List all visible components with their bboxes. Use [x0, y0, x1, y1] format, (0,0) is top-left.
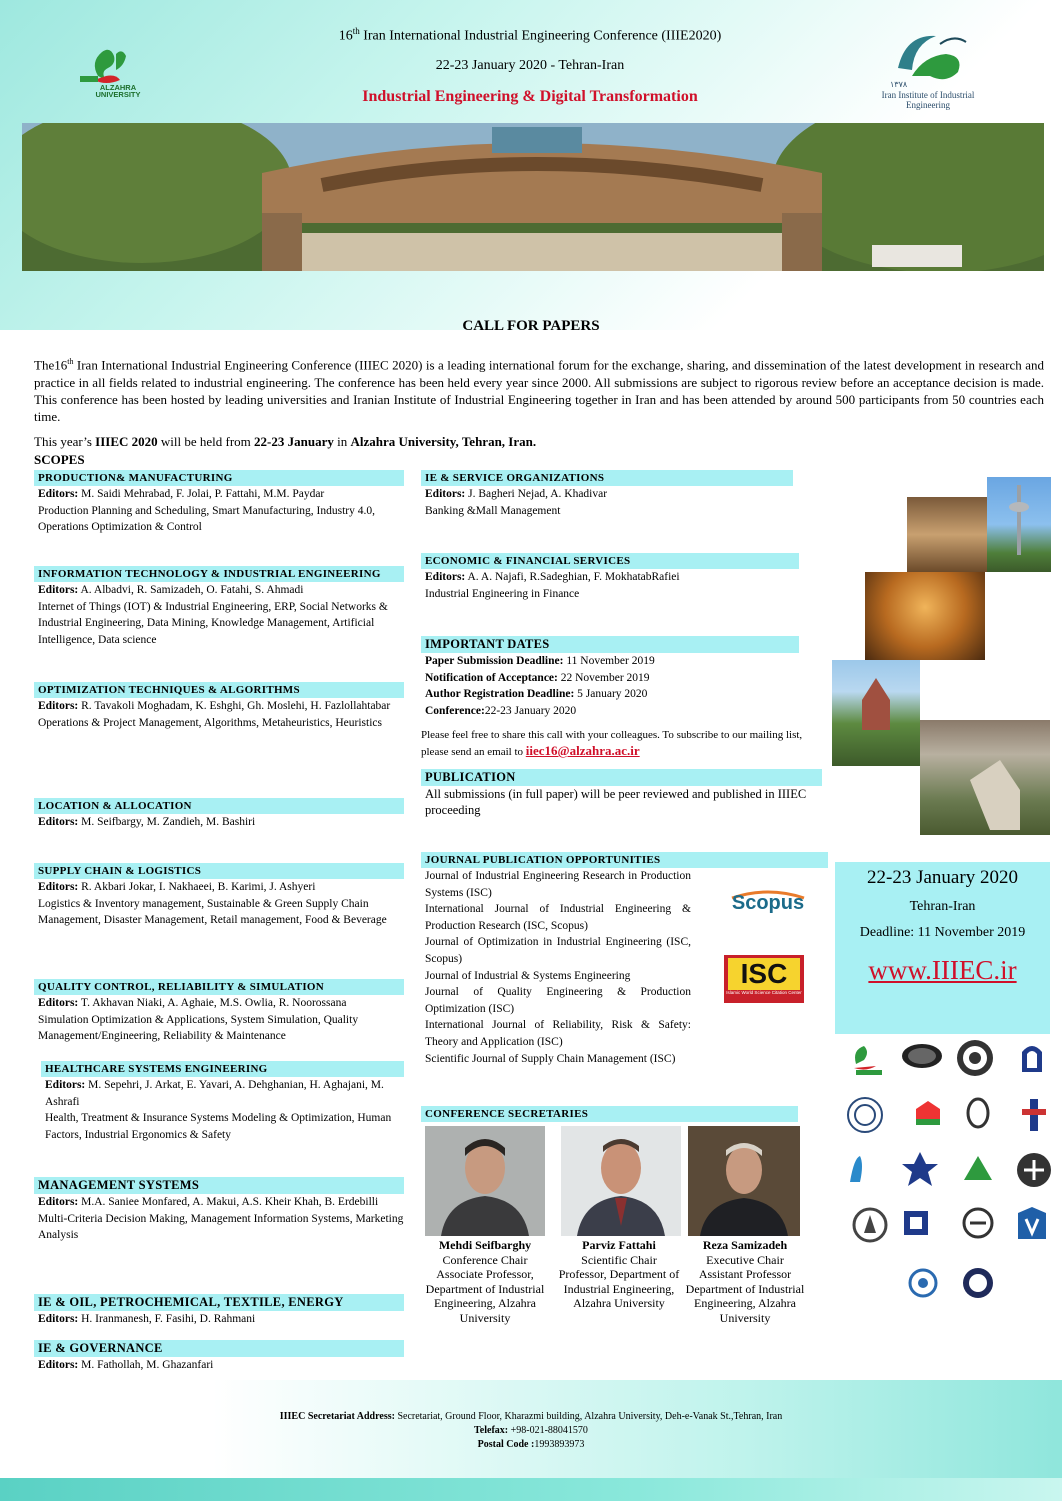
- scope-management-systems: MANAGEMENT SYSTEMS Editors: M.A. Saniee Monfared, A. Makui, A.S. Kheir Khah, B. Erdebilli Multi-Criteria Decision Making, Management Information Systems, Marketing Analysis: [34, 1177, 404, 1244]
- person-portrait-icon: [425, 1126, 545, 1236]
- journal-item: Journal of Industrial Engineering Research in Production Systems (ISC): [425, 870, 691, 899]
- kharazmi-university-logo: [845, 1095, 885, 1135]
- scope-title: IE & OIL, PETROCHEMICAL, TEXTILE, ENERGY: [34, 1294, 404, 1311]
- yazd-university-logo: [958, 1095, 998, 1135]
- journal-item: International Journal of Reliability, Risk & Safety: Theory and Application (ISC): [425, 1019, 691, 1048]
- journal-list: [425, 868, 691, 1067]
- scope-title: ECONOMIC & FINANCIAL SERVICES: [421, 553, 799, 569]
- birjand-university-logo: [850, 1205, 890, 1245]
- scope-title: MANAGEMENT SYSTEMS: [34, 1177, 404, 1194]
- shahed-university-logo: [908, 1095, 948, 1135]
- iust-logo: [1014, 1095, 1054, 1135]
- scope-title: PRODUCTION& MANUFACTURING: [34, 470, 404, 486]
- deadline-box: [835, 862, 1050, 1034]
- scope-oil-petrochemical: IE & OIL, PETROCHEMICAL, TEXTILE, ENERGY Editors: H. Iranmanesh, F. Fasihi, D. Rahmani: [34, 1294, 404, 1328]
- journal-item: Journal of Industrial & Systems Engineering: [425, 969, 631, 982]
- scope-service-organizations: IE & SERVICE ORGANIZATIONS Editors: J. Bagheri Nejad, A. Khadivar Banking &Mall Management: [421, 470, 793, 519]
- khaje-nasir-logo: [900, 1150, 940, 1190]
- scope-title: IE & GOVERNANCE: [34, 1340, 404, 1357]
- journal-opportunities-title: JOURNAL PUBLICATION OPPORTUNITIES: [421, 852, 828, 868]
- scope-healthcare: HEALTHCARE SYSTEMS ENGINEERING Editors: M. Sepehri, J. Arkat, E. Yavari, A. Dehghanian, H. Aghajani, M. Ashrafi Health, Treatment & Insurance Systems Modeling & Optimization, Human Factors, Industrial Ergonomics & Safety: [41, 1061, 404, 1143]
- secretary-caption-2: Parviz Fattahi Scientific Chair Professor, Department of Industrial Engineering, Alzahra University: [558, 1238, 680, 1311]
- photo-campus-gate: [920, 720, 1050, 835]
- university-of-science-logo: [903, 1265, 943, 1305]
- scopes-heading: SCOPES: [34, 452, 85, 467]
- scope-governance: IE & GOVERNANCE Editors: M. Fathollah, M. Ghazanfari: [34, 1340, 404, 1374]
- journal-item: Journal of Optimization in Industrial Engineering (ISC, Scopus): [425, 936, 691, 965]
- scope-optimization: OPTIMIZATION TECHNIQUES & ALGORITHMS Editors: R. Tavakoli Moghadam, K. Eshghi, Gh. Moslehi, H. Fazlollahtabar Operations & Project Management, Algorithms, Metaheuristics, Heuristics: [34, 682, 404, 731]
- scope-production: PRODUCTION& MANUFACTURING Editors: M. Saidi Mehrabad, F. Jolai, P. Fattahi, M.M. Paydar Production Planning and Scheduling, Smart Manufacturing, Industry 4.0, Operations Optimization & Control: [34, 470, 404, 536]
- footer-address: IIIEC Secretariat Address: Secretariat, Ground Floor, Kharazmi building, Alzahra University, Deh-e-Vanak St.,Tehran, Iran: [279, 1411, 783, 1422]
- conference-dates: 22-23 January 2020 - Tehran-Iran: [435, 58, 625, 73]
- conference-secretaries: [421, 1106, 798, 1122]
- journal-opportunities: [421, 852, 828, 868]
- building-icon: [832, 660, 920, 766]
- journal-item: Journal of Quality Engineering & Production Optimization (ISC): [425, 986, 691, 1015]
- mailing-list-note: Please feel free to share this call with your colleagues. To subscribe to our mailing list, please send an email to iiec16@alzahra.ac.ir: [421, 729, 803, 758]
- iiie-logo-text: ۱۳۷۸ Iran Institute of Industrial Engineering: [881, 80, 975, 110]
- important-dates: IMPORTANT DATES Paper Submission Deadline: 11 November 2019 Notification of Acceptance: 22 November 2019 Author Registration Deadline: 5 January 2020 Conference:22-23 January 2020: [421, 636, 799, 719]
- deadline-box-date: 22-23 January 2020: [867, 867, 1018, 888]
- bahonar-university-logo: [840, 1152, 880, 1192]
- gate-illustration: [22, 123, 1044, 271]
- deadline-box-deadline: Deadline: 11 November 2019: [859, 925, 1026, 940]
- photo-milad-tower: [987, 477, 1051, 572]
- tower-icon: [987, 477, 1051, 572]
- scope-title: LOCATION & ALLOCATION: [34, 798, 404, 814]
- person-portrait-icon: [688, 1126, 800, 1236]
- sharif-university-logo: [955, 1038, 995, 1078]
- photo-mehdi-seifbarghy: [425, 1126, 545, 1236]
- scope-title: SUPPLY CHAIN & LOGISTICS: [34, 863, 404, 879]
- scope-supply-chain: SUPPLY CHAIN & LOGISTICS Editors: R. Akbari Jokar, I. Nakhaeei, B. Karimi, J. Ashyeri Logistics & Inventory management, Sustainable & Green Supply Chain Management, Disaster Management, Retail management, Food & Beverage: [34, 863, 404, 929]
- photo-parviz-fattahi: [561, 1126, 681, 1236]
- secretary-caption-3: Reza Samizadeh Executive Chair Assistant Professor Department of Industrial Engineering, Alzahra University: [685, 1238, 805, 1325]
- scope-title: INFORMATION TECHNOLOGY & INDUSTRIAL ENGINEERING: [34, 566, 404, 582]
- photo-conference-hall: [865, 572, 985, 660]
- isc-logo: ISC Islamic World Science Citation Center: [724, 955, 804, 1003]
- tehran-university-logo: [900, 1040, 944, 1080]
- secretary-caption-1: Mehdi Seifbarghy Conference Chair Associate Professor, Department of Industrial Engineering, Alzahra University: [425, 1238, 545, 1325]
- important-dates-title: IMPORTANT DATES: [421, 636, 799, 653]
- scope-title: QUALITY CONTROL, RELIABILITY & SIMULATION: [34, 979, 404, 995]
- photo-auditorium: [907, 497, 987, 572]
- website-link[interactable]: www.IIIEC.ir: [868, 955, 1017, 985]
- bojnord-university-logo: [958, 1205, 998, 1245]
- intro-paragraph: The16th Iran International Industrial Engineering Conference (IIIEC 2020) is a leading international forum for the exchange, sharing, and dissemination of the latest development in research and practice in all fields related to industrial engineering. The conference has been held every year since 2000. All submissions are subject to rigorous review before an acceptance decision is made. This conference has been hosted by leading universities and Iranian Institute of Industrial Engineering together in Iran and has been attended by around 500 participants from 50 countries each time.: [34, 357, 1044, 424]
- footer-postal-code: Postal Code :1993893973: [477, 1439, 585, 1450]
- journal-item: International Journal of Industrial Engineering & Production Research (ISC, Scopus): [425, 903, 691, 932]
- call-for-papers-heading: CALL FOR PAPERS: [462, 318, 600, 334]
- conference-title: 16th Iran International Industrial Engineering Conference (IIIE2020): [338, 26, 722, 44]
- scope-economic-financial: ECONOMIC & FINANCIAL SERVICES Editors: A. A. Najafi, R.Sadeghian, F. MokhatabRafiei Industrial Engineering in Finance: [421, 553, 799, 602]
- journal-item: Scientific Journal of Supply Chain Management (ISC): [425, 1052, 676, 1065]
- publication: PUBLICATION All submissions (in full paper) will be peer reviewed and published in IIIEC proceeding: [421, 769, 822, 818]
- publication-title: PUBLICATION: [421, 769, 822, 786]
- kharazmi-blue-logo: [896, 1205, 936, 1245]
- shahid-rajaee-logo: [1014, 1150, 1054, 1190]
- alzahra-partner-logo: [848, 1040, 888, 1080]
- photo-reza-samizadeh: [688, 1126, 800, 1236]
- scope-title: HEALTHCARE SYSTEMS ENGINEERING: [41, 1061, 404, 1077]
- deadline-box-place: Tehran-Iran: [909, 899, 976, 914]
- semnan-university-logo: [958, 1150, 998, 1190]
- scope-quality-control: QUALITY CONTROL, RELIABILITY & SIMULATION Editors: T. Akhavan Niaki, A. Aghaie, M.S. Owlia, R. Noorossana Simulation Optimization & Applications, System Simulation, Quality Management/Engineering, Reliability & Maintenance: [34, 979, 404, 1045]
- gate-icon: [920, 720, 1050, 835]
- contact-email-link[interactable]: iiec16@alzahra.ac.ir: [525, 743, 640, 758]
- conference-year-statement: This year’s IIIEC 2020 will be held from 22-23 January in Alzahra University, Tehran, Iran.: [34, 434, 537, 449]
- footer-telefax: Telefax: +98-021-88041570: [474, 1425, 588, 1436]
- scope-title: IE & SERVICE ORGANIZATIONS: [421, 470, 793, 486]
- scope-title: OPTIMIZATION TECHNIQUES & ALGORITHMS: [34, 682, 404, 698]
- alzahra-logo-text: ALZAHRA UNIVERSITY: [95, 83, 141, 99]
- person-portrait-icon: [561, 1126, 681, 1236]
- scope-location-allocation: LOCATION & ALLOCATION Editors: M. Seifbargy, M. Zandieh, M. Bashiri: [34, 798, 404, 831]
- tabriz-university-logo: [1012, 1203, 1052, 1243]
- footer: [0, 1410, 1062, 1452]
- scope-information-technology: INFORMATION TECHNOLOGY & INDUSTRIAL ENGINEERING Editors: A. Albadvi, R. Samizadeh, O. Fatahi, S. Ahmadi Internet of Things (IOT) & Industrial Engineering, ERP, Social Networks & Industrial Engineering, Data Mining, Knowledge Management, Artificial Intelligence, Data science: [34, 566, 404, 648]
- isfahan-university-logo: [958, 1265, 998, 1305]
- secretaries-title: CONFERENCE SECRETARIES: [421, 1106, 798, 1122]
- payame-noor-logo: [1012, 1038, 1052, 1078]
- footer-strip: [0, 1478, 1062, 1501]
- university-gate-photo: [22, 123, 1044, 271]
- conference-theme: Industrial Engineering & Digital Transformation: [362, 88, 698, 105]
- photo-campus-building: [832, 660, 920, 766]
- scopus-logo: Scopus: [728, 888, 808, 924]
